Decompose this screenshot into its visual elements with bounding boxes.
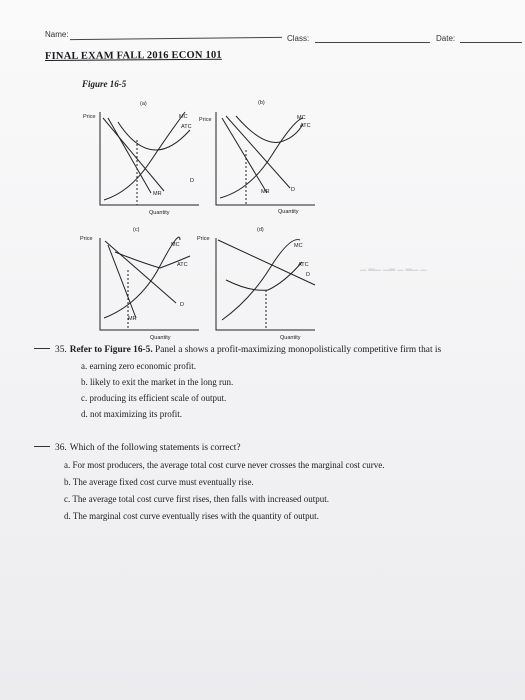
figure-title: Figure 16-5 (82, 79, 127, 89)
panel-a-mc-label: MC (179, 114, 188, 120)
panel-d-atc-label: ATC (298, 262, 309, 268)
question-35-option-c: c. producing its efficient scale of output. (81, 393, 227, 403)
question-35-prefix: Refer to Figure 16-5. (69, 345, 153, 355)
panel-c-tag: (c) (133, 227, 140, 233)
panel-b-mc-label: MC (297, 115, 306, 121)
question-35-text: Panel a shows a profit-maximizing monopolistically competitive firm that is (152, 345, 442, 355)
question-36 (34, 442, 514, 455)
panel-d-quantity-label: Quantity (280, 335, 301, 340)
panel-d-tag: (d) (257, 227, 264, 233)
class-label: Class: (287, 34, 310, 43)
panel-c-atc-label: ATC (177, 262, 188, 268)
question-36-number: 36. (55, 443, 67, 453)
date-label: Date: (436, 34, 456, 43)
question-36-option-c: c. The average total cost curve first rises, then falls with increased output. (64, 494, 329, 504)
question-35 (34, 344, 514, 357)
panel-c-quantity-label: Quantity (150, 335, 171, 340)
exam-title: FINAL EXAM FALL 2016 ECON 101 (44, 49, 222, 62)
question-35-number: 35. (55, 345, 67, 355)
panel-a-price-label: Price (83, 114, 96, 120)
panel-c-mr-label: MR (128, 316, 137, 322)
panel-c-price-label: Price (80, 236, 93, 242)
question-36-text: Which of the following statements is correct? (69, 443, 241, 453)
panel-c-mc-label: MC (171, 242, 180, 248)
panel-b-atc-label: ATC (300, 123, 311, 129)
name-label: Name: (45, 30, 69, 39)
panel-a-quantity-label: Quantity (149, 210, 170, 216)
panel-b-quantity-label: Quantity (278, 209, 299, 215)
bleed-through-text: ▁ ▂▁ ▁▂ ▁ ▂▁ ▁ (360, 262, 427, 271)
panel-c-d-label: D (180, 302, 184, 308)
panel-b-tag: (b) (258, 100, 265, 106)
panel-d-graph (216, 238, 315, 330)
panel-d-mc-label: MC (294, 243, 303, 249)
answer-blank-35[interactable] (34, 348, 50, 349)
question-35-option-b: b. likely to exit the market in the long run. (81, 377, 234, 387)
panel-a-atc-label: ATC (181, 124, 192, 130)
question-36-option-b: b. The average fixed cost curve must eventually rise. (64, 477, 254, 487)
answer-blank-36[interactable] (34, 446, 50, 447)
panel-b-mr-label: MR (261, 189, 270, 195)
panel-b-price-label: Price (199, 117, 212, 123)
panel-d-d-label: D (306, 272, 310, 278)
question-35-option-a: a. earning zero economic profit. (81, 361, 196, 371)
panel-d-price-label: Price (197, 236, 210, 242)
panel-b-d-label: D (291, 187, 295, 193)
question-35-option-d: d. not maximizing its profit. (81, 409, 182, 419)
panel-c-graph (100, 237, 199, 330)
figure-16-5 (0, 0, 525, 340)
panel-a-mr-label: MR (153, 191, 162, 197)
panel-a-d-label: D (190, 178, 194, 184)
question-36-option-d: d. The marginal cost curve eventually rises with the quantity of output. (64, 511, 319, 521)
panel-a-tag: (a) (140, 101, 147, 107)
question-36-option-a: a. For most producers, the average total cost curve never crosses the marginal cost curve. (64, 460, 385, 470)
